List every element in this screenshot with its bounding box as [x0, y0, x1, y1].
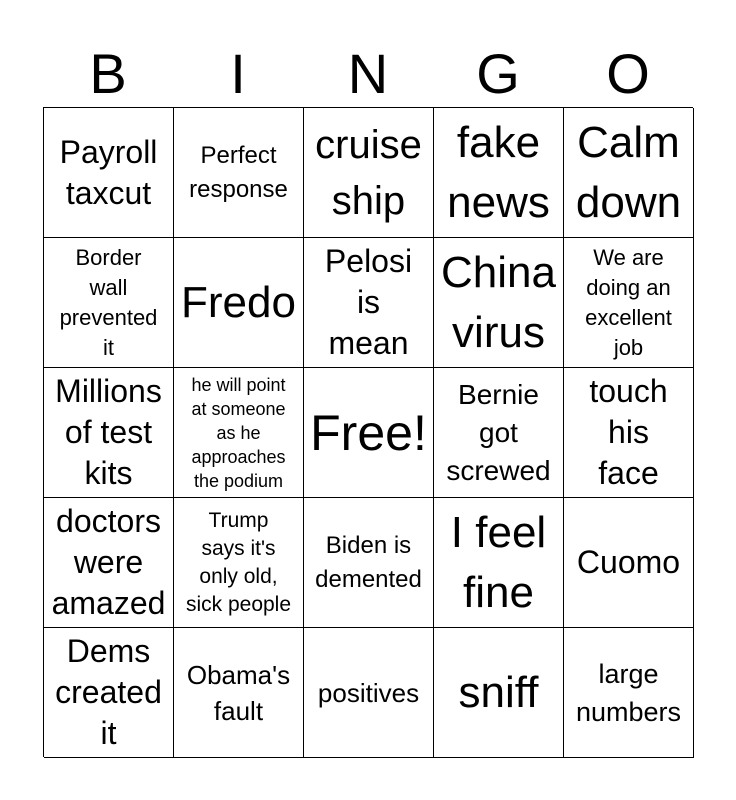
- cell-text: Millions of test kits: [55, 373, 162, 491]
- bingo-cell-r4c2: [174, 498, 304, 628]
- cell-text: Bernie got screwed: [446, 378, 551, 486]
- bingo-cell-r2c4: [434, 238, 564, 368]
- cell-text: China virus: [441, 247, 556, 357]
- bingo-cell-r2c1: [44, 238, 174, 368]
- cell-text: We are doing an excellent job: [585, 244, 672, 360]
- bingo-cell-r1c2: [174, 108, 304, 238]
- bingo-cell-r5c3: [304, 628, 434, 758]
- cell-text: Perfect response: [189, 141, 288, 203]
- cell-text: Calm down: [575, 117, 682, 227]
- cell-text: Cuomo: [576, 544, 681, 580]
- cell-text: he will point at someone as he approaches the podium: [191, 374, 286, 491]
- bingo-cell-r2c5: [564, 238, 694, 368]
- bingo-cell-r1c3: [304, 108, 434, 238]
- bingo-cell-r5c5: [564, 628, 694, 758]
- cell-text: cruise ship: [315, 122, 422, 223]
- bingo-cell-r2c2: [174, 238, 304, 368]
- bingo-cell-r3c3: [304, 368, 434, 498]
- header-letter-i: I: [230, 42, 246, 105]
- cell-text: Biden is demented: [315, 531, 422, 593]
- cell-text: Fredo: [181, 277, 296, 327]
- cell-text: doctors were amazed: [51, 503, 166, 621]
- header-letter-o: O: [606, 42, 650, 105]
- bingo-cell-r4c5: [564, 498, 694, 628]
- bingo-cell-r5c2: [174, 628, 304, 758]
- bingo-cell-r1c1: [44, 108, 174, 238]
- cell-text: Payroll taxcut: [59, 133, 158, 211]
- bingo-cell-r3c2: [174, 368, 304, 498]
- cell-text: large numbers: [575, 658, 682, 727]
- bingo-cell-r1c4: [434, 108, 564, 238]
- header-letter-b: B: [89, 42, 127, 105]
- cell-text: positives: [317, 677, 420, 708]
- bingo-cell-r1c5: [564, 108, 694, 238]
- free-space: Free!: [310, 404, 427, 461]
- cell-text: Trump says it's only old, sick people: [185, 508, 292, 616]
- bingo-cell-r5c1: [44, 628, 174, 758]
- bingo-grid: [43, 107, 693, 757]
- bingo-cell-r5c4: [434, 628, 564, 758]
- bingo-cell-r2c3: [304, 238, 434, 368]
- bingo-cell-r4c3: [304, 498, 434, 628]
- header-letter-g: G: [476, 42, 520, 105]
- cell-text: Dems created it: [55, 633, 162, 751]
- bingo-header: [43, 40, 693, 108]
- bingo-cell-r4c4: [434, 498, 564, 628]
- bingo-cell-r4c1: [44, 498, 174, 628]
- bingo-cell-r3c5: [564, 368, 694, 498]
- cell-text: touch his face: [589, 373, 668, 491]
- cell-text: I feel fine: [450, 507, 547, 617]
- bingo-cell-r3c4: [434, 368, 564, 498]
- cell-text: Obama's fault: [186, 659, 291, 726]
- cell-text: Border wall prevented it: [59, 244, 158, 360]
- header-letter-n: N: [347, 42, 389, 105]
- cell-text: sniff: [458, 667, 539, 717]
- bingo-cell-r3c1: [44, 368, 174, 498]
- cell-text: fake news: [447, 117, 550, 227]
- cell-text: Pelosi is mean: [324, 243, 413, 361]
